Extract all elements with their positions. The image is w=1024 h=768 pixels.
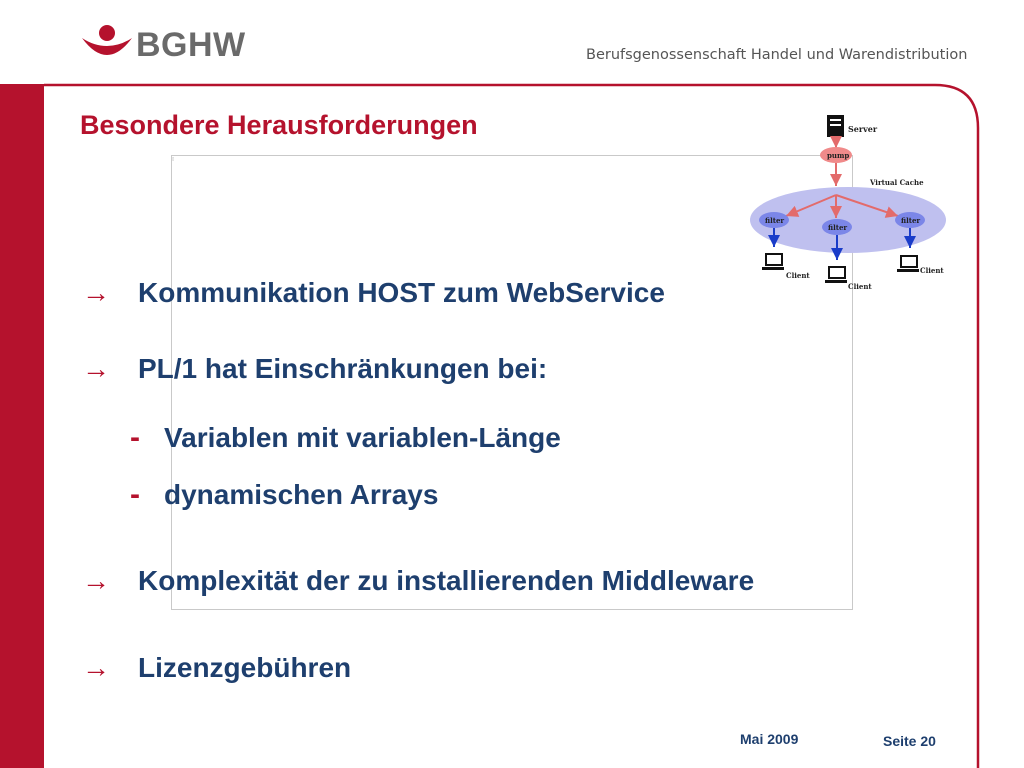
arrow-right-icon: → bbox=[82, 277, 110, 308]
bullet-text: PL/1 hat Einschränkungen bei: bbox=[138, 353, 548, 384]
organization-name: Berufsgenossenschaft Handel und Warendistribution bbox=[586, 47, 968, 63]
bullet-item bbox=[82, 652, 351, 684]
server-label: Server bbox=[848, 124, 878, 134]
bullet-item bbox=[82, 565, 754, 597]
dash-icon: - bbox=[130, 421, 140, 454]
client-label-right: Client bbox=[920, 266, 944, 275]
server-icon bbox=[827, 115, 844, 137]
footer-page-number: Seite 20 bbox=[883, 733, 936, 749]
arrow-right-icon: → bbox=[82, 652, 110, 683]
sub-bullet-text: Variablen mit variablen-Länge bbox=[164, 422, 561, 453]
bullet-text: Lizenzgebühren bbox=[138, 652, 352, 683]
bullet-text: Kommunikation HOST zum WebService bbox=[138, 277, 665, 308]
client-icon-right bbox=[897, 256, 919, 272]
page-title: Besondere Herausforderungen bbox=[80, 110, 478, 140]
sub-bullet-text: dynamischen Arrays bbox=[164, 479, 439, 510]
filter-label-right: filter bbox=[901, 216, 921, 225]
client-label-middle: Client bbox=[848, 282, 872, 291]
red-side-bar bbox=[0, 84, 44, 768]
arrow-right-icon: → bbox=[82, 353, 110, 384]
dash-icon: - bbox=[130, 478, 140, 511]
arrow-right-icon: → bbox=[82, 565, 110, 596]
sub-bullet-item bbox=[130, 478, 438, 512]
footer-date: Mai 2009 bbox=[740, 731, 799, 747]
virtual-cache-diagram bbox=[740, 110, 955, 300]
virtual-cache-label: Virtual Cache bbox=[870, 178, 924, 187]
filter-label-middle: filter bbox=[828, 223, 848, 232]
client-label-left: Client bbox=[786, 271, 810, 280]
logo-text: BGHW bbox=[136, 26, 246, 64]
filter-label-left: filter bbox=[765, 216, 785, 225]
bullet-item bbox=[82, 277, 665, 309]
client-icon-middle bbox=[825, 267, 847, 283]
bullet-text: Komplexität der zu installierenden Middleware bbox=[138, 565, 755, 596]
pump-label: pump bbox=[827, 151, 850, 160]
bullet-item bbox=[82, 353, 547, 385]
sub-bullet-item bbox=[130, 421, 561, 455]
bghw-logo-icon bbox=[80, 24, 134, 64]
placeholder-marker-icon: ▯ bbox=[172, 156, 175, 161]
client-icon-left bbox=[762, 254, 784, 270]
